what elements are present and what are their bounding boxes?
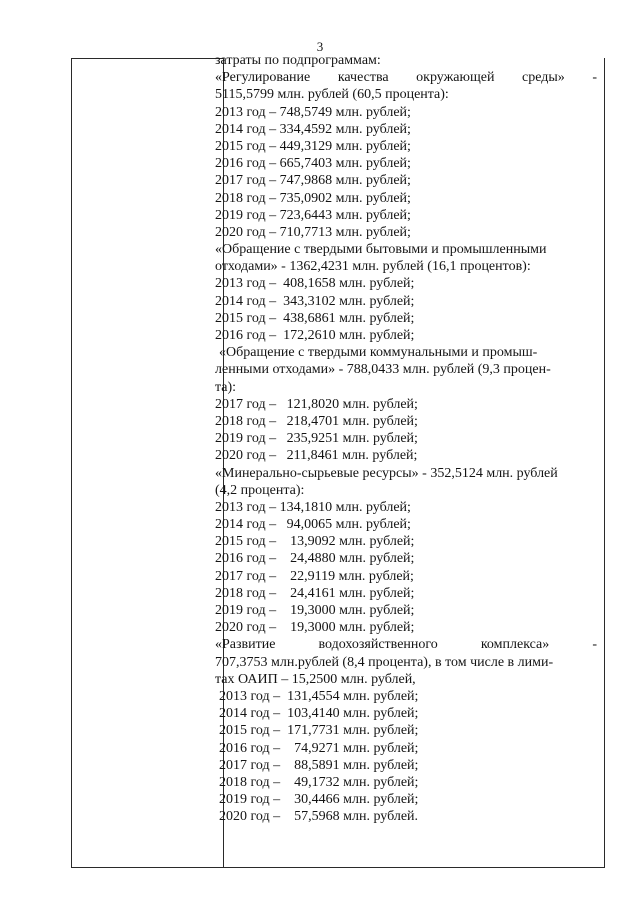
page-number: 3	[316, 39, 324, 54]
text-line: 2019 год – 19,3000 млн. рублей;	[215, 603, 415, 618]
text-line: 2016 год – 665,7403 млн. рублей;	[215, 156, 411, 172]
text-line: 2013 год – 748,5749 млн. рублей;	[215, 104, 411, 120]
text-line: 2015 год – 13,9092 млн. рублей;	[215, 534, 415, 550]
text-line: 2013 год – 134,1810 млн. рублей;	[215, 499, 411, 515]
text-line: отходами» - 1362,4231 млн. рублей (16,1 процентов):	[215, 259, 531, 275]
text-line: та):	[215, 379, 237, 395]
text-line: 2018 год – 24,4161 млн. рублей;	[215, 585, 415, 601]
text-line: «Регулирование качества окружающей среды» -	[215, 70, 597, 86]
text-line: 2014 год – 334,4592 млн. рублей;	[215, 121, 411, 137]
text-line: 707,3753 млн.рублей (8,4 процента), в том числе в лими-	[215, 654, 554, 670]
text-line: 2014 год – 94,0065 млн. рублей;	[215, 517, 411, 533]
text-line: 2013 год – 131,4554 млн. рублей;	[219, 688, 419, 704]
text-line: 2015 год – 438,6861 млн. рублей;	[215, 310, 415, 326]
text-line: «Обращение с твердыми бытовыми и промышленными	[215, 242, 547, 258]
text-line: 2020 год – 211,8461 млн. рублей;	[215, 448, 418, 464]
text-line: 2018 год – 735,0902 млн. рублей;	[215, 190, 411, 206]
text-line: 2015 год – 171,7731 млн. рублей;	[219, 723, 419, 739]
text-line: 2014 год – 343,3102 млн. рублей;	[215, 293, 415, 309]
text-line: 2019 год – 30,4466 млн. рублей;	[219, 792, 419, 808]
text-line: 2020 год – 710,7713 млн. рублей;	[215, 224, 411, 240]
text-line: 2015 год – 449,3129 млн. рублей;	[215, 138, 411, 154]
text-line: 2016 год – 74,9271 млн. рублей;	[219, 740, 419, 756]
text-line: 2020 год – 57,5968 млн. рублей.	[219, 809, 419, 825]
text-line: 2016 год – 172,2610 млн. рублей;	[215, 328, 415, 343]
text-line: «Минерально-сырьевые ресурсы» - 352,5124 млн. рублей	[215, 465, 558, 481]
text-line: 2017 год – 747,9868 млн. рублей;	[215, 173, 411, 189]
text-line: «Обращение с твердыми коммунальными и промыш-	[219, 345, 538, 361]
text-line: 5115,5799 млн. рублей (60,5 процента):	[215, 87, 449, 103]
text-line: «Развитие водохозяйственного комплекса» -	[215, 637, 597, 653]
text-line: 2017 год – 88,5891 млн. рублей;	[219, 757, 419, 773]
text-line: 2018 год – 218,4701 млн. рублей;	[215, 413, 418, 429]
text-line: 2017 год – 121,8020 млн. рублей;	[215, 396, 418, 412]
text-line: 2019 год – 723,6443 млн. рублей;	[215, 207, 411, 223]
text-line: 2017 год – 22,9119 млн. рублей;	[215, 568, 414, 584]
text-line: 2016 год – 24,4880 млн. рублей;	[215, 551, 415, 567]
text-line: затраты по подпрограммам:	[215, 53, 381, 68]
text-line: 2019 год – 235,9251 млн. рублей;	[215, 431, 418, 447]
text-line: 2014 год – 103,4140 млн. рублей;	[219, 706, 419, 722]
text-line: 2020 год – 19,3000 млн. рублей;	[215, 620, 415, 636]
text-line: ленными отходами» - 788,0433 млн. рублей (9,3 процен-	[215, 362, 551, 378]
text-line: 2013 год – 408,1658 млн. рублей;	[215, 276, 415, 292]
text-line: (4,2 процента):	[215, 482, 305, 498]
subprogram-costs-cell	[215, 52, 597, 825]
text-line: 2018 год – 49,1732 млн. рублей;	[219, 774, 419, 790]
text-line: тах ОАИП – 15,2500 млн. рублей,	[215, 671, 416, 687]
